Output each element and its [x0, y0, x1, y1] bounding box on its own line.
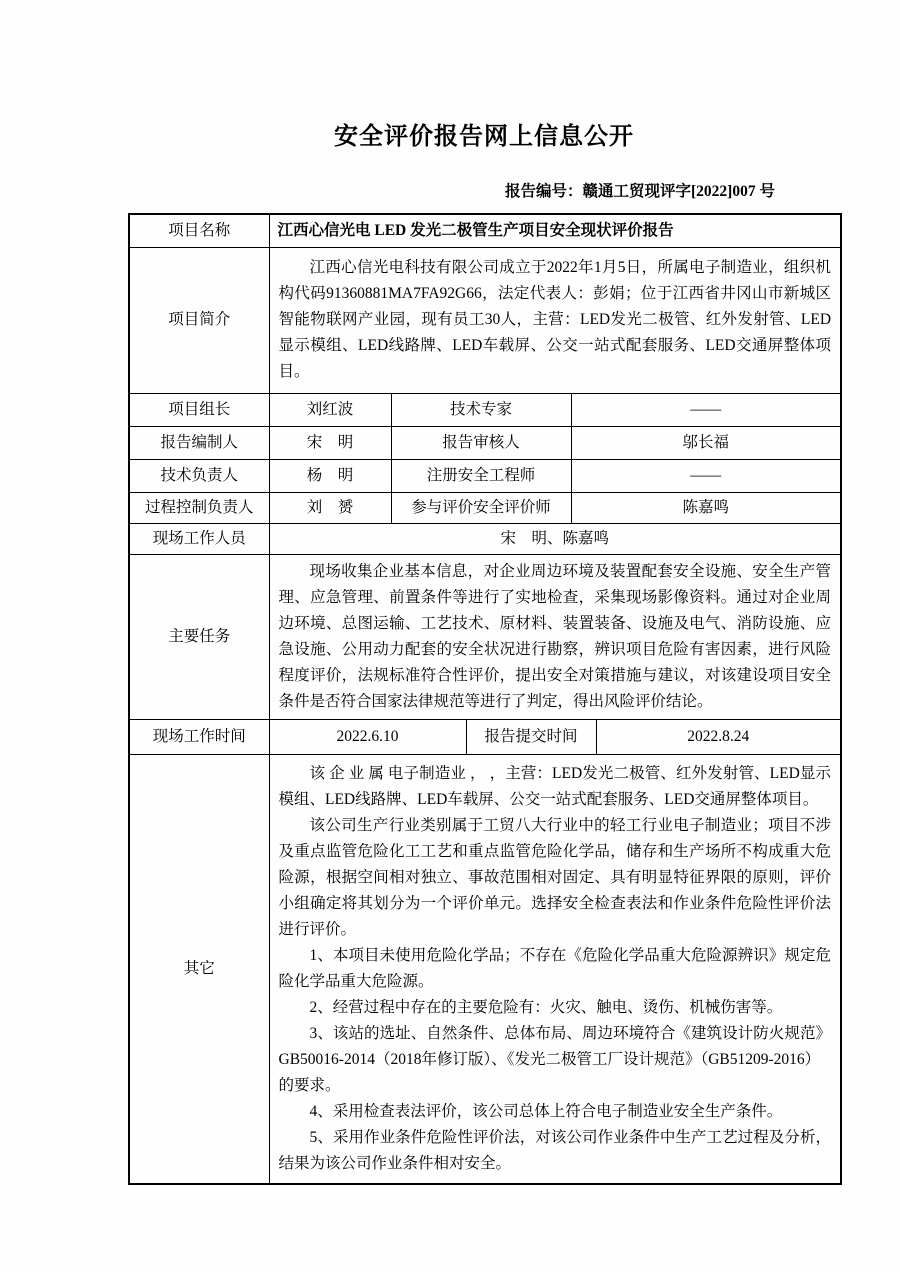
paragraph: 3、该站的选址、自然条件、总体布局、周边环境符合《建筑设计防火规范》GB50016-2014（2018年修订版）、《发光二极管工厂设计规范》（GB51209-2016）: [278, 1024, 832, 1068]
row-leader: [129, 393, 841, 426]
leader-value: 刘红波: [269, 393, 391, 426]
main-task-text: [269, 554, 841, 719]
tech-value: 杨 明: [269, 459, 391, 492]
row-tech: [129, 459, 841, 492]
author-label: 报告编制人: [129, 426, 269, 459]
site-staff-label: 现场工作人员: [129, 523, 269, 554]
project-name-value: 江西心信光电 LED 发光二极管生产项目安全现状评价报告: [269, 214, 841, 247]
document-title: 安全评价报告网上信息公开: [334, 124, 634, 150]
paragraph: 该公司生产行业类别属于工贸八大行业中的轻工行业电子制造业；项目不涉及重点监管危险化工工艺和重点监管危险化学品，储存和生产场所不构成重大危险源，根据空间相对独立、事故范围相对固定、具有明显特征界限的原则，评价小组确定将其划分为一个评价单元。选择安全检查表法和作业条件危险性评价法进行评价。: [278, 816, 832, 938]
leader-label: 项目组长: [129, 393, 269, 426]
paragraph: 1、本项目未使用危险化学品；不存在《危险化学品重大危险源辨识》规定危险化学品重大危险源。: [278, 946, 832, 990]
row-author: [129, 426, 841, 459]
engineer-label: 注册安全工程师: [391, 459, 571, 492]
report-number-label: 报告编号：: [505, 183, 583, 200]
other-text: [269, 754, 841, 1184]
assessor-label: 参与评价安全评价师: [391, 492, 571, 523]
paragraph: 江西心信光电科技有限公司成立于2022年1月5日，所属电子制造业，组织机构代码91360881MA7FA92G66，法定代表人：彭娟；位于江西省井冈山市新城区智能物联网产业园，现有员工30人，主营：LED发光二极管、红外发射管、LED显示模组、LED线路牌、LED车载屏、公交一站式配套服务、LED交通屏整体项目。: [278, 259, 832, 380]
process-label: 过程控制负责人: [129, 492, 269, 523]
reviewer-value: 邬长福: [571, 426, 841, 459]
process-value: 刘 赟: [269, 492, 391, 523]
engineer-value: ——: [571, 459, 841, 492]
row-project-intro: [129, 247, 841, 393]
paragraph: 5、采用作业条件危险性评价法，对该公司作业条件中生产工艺过程及分析，结果为该公司作业条件相对安全。: [278, 1128, 832, 1172]
work-time-value: 2022.6.10: [269, 719, 466, 754]
row-main-task: [129, 554, 841, 719]
work-time-label: 现场工作时间: [129, 719, 269, 754]
author-value: 宋 明: [269, 426, 391, 459]
submit-time-label: 报告提交时间: [466, 719, 596, 754]
expert-value: ——: [571, 393, 841, 426]
tech-label: 技术负责人: [129, 459, 269, 492]
paragraph: 2、经营过程中存在的主要危险有：火灾、触电、烫伤、机械伤害等。: [309, 998, 783, 1016]
project-name-label: 项目名称: [129, 214, 269, 247]
row-site-staff: [129, 523, 841, 554]
reviewer-label: 报告审核人: [391, 426, 571, 459]
submit-time-value: 2022.8.24: [596, 719, 841, 754]
paragraph: 的要求。: [278, 1076, 341, 1094]
row-work-time: [129, 719, 841, 754]
assessor-value: 陈嘉鸣: [571, 492, 841, 523]
expert-label: 技术专家: [391, 393, 571, 426]
row-other: [129, 754, 841, 1184]
other-label: 其它: [129, 754, 269, 1184]
project-intro-text: [269, 247, 841, 393]
paragraph: 该 企 业 属 电子制造业 ， ，主营：LED发光二极管、红外发射管、LED显示模组、LED线路牌、LED车载屏、公交一站式配套服务、LED交通屏整体项目。: [278, 764, 832, 808]
row-process: [129, 492, 841, 523]
project-intro-label: 项目简介: [129, 247, 269, 393]
paragraph: 4、采用检查表法评价，该公司总体上符合电子制造业安全生产条件。: [309, 1102, 783, 1120]
info-table: [128, 213, 842, 1185]
site-staff-value: 宋 明、陈嘉鸣: [269, 523, 841, 554]
report-number: [505, 179, 840, 201]
report-number-value: 赣通工贸现评字[2022]007 号: [582, 183, 775, 200]
main-task-label: 主要任务: [129, 554, 269, 719]
row-project-name: [129, 214, 841, 247]
paragraph: 现场收集企业基本信息，对企业周边环境及装置配套安全设施、安全生产管理、应急管理、前置条件等进行了实地检查，采集现场影像资料。通过对企业周边环境、总图运输、工艺技术、原材料、装置装备、设施及电气、消防设施、应急设施、公用动力配套的安全状况进行勘察，辨识项目危险有害因素，进行风险程度评价，法规标准符合性评价，提出安全对策措施与建议，对该建设项目安全条件是否符合国家法律规范等进行了判定，得出风险评价结论。: [278, 562, 832, 710]
